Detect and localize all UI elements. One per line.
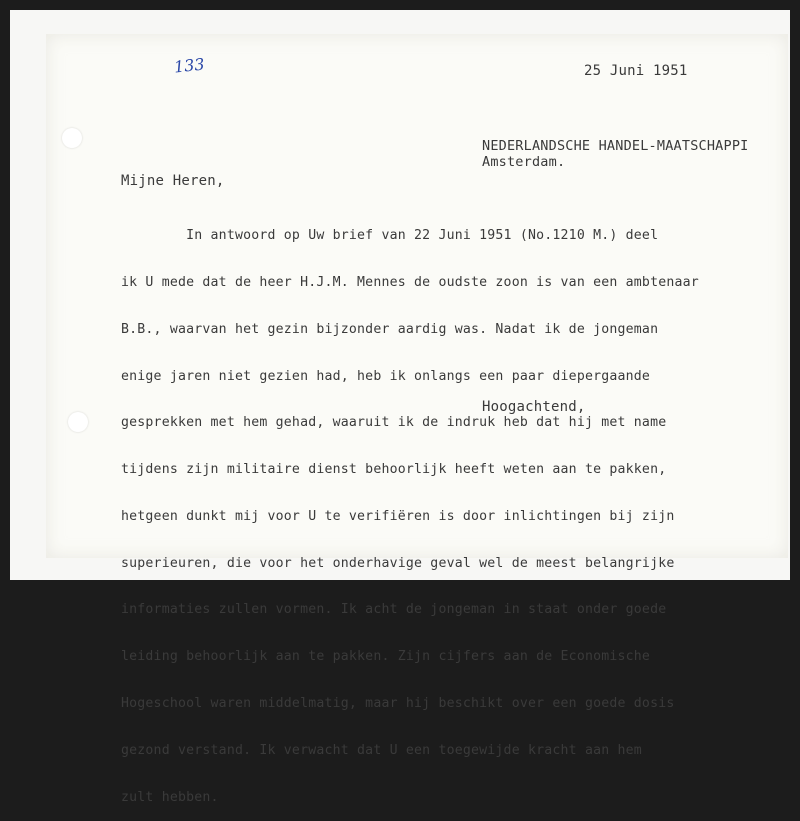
recipient-city: Amsterdam. [482, 154, 566, 170]
letter-body [121, 197, 699, 821]
body-line: Hogeschool waren middelmatig, maar hij beschikt over een goede dosis [121, 696, 675, 711]
salutation: Mijne Heren, [121, 173, 225, 189]
recipient-name: NEDERLANDSCHE HANDEL-MAATSCHAPPI [482, 138, 749, 154]
handwritten-annotation: 133 [173, 54, 206, 77]
body-line: In antwoord op Uw brief van 22 Juni 1951 (No.1210 M.) deel [121, 228, 659, 244]
body-line: gezond verstand. Ik verwacht dat U een toegewijde kracht aan hem [121, 742, 642, 758]
letter-date: 25 Juni 1951 [584, 63, 688, 79]
body-line: zult hebben. [121, 789, 219, 805]
body-line: gesprekken met hem gehad, waaruit ik de indruk heb dat hij met name [121, 415, 667, 431]
body-line: tijdens zijn militaire dienst behoorlijk heeft weten aan te pakken, [121, 462, 667, 478]
body-line: leiding behoorlijk aan te pakken. Zijn cijfers aan de Economische [121, 649, 651, 665]
punch-hole-top [62, 128, 82, 148]
punch-hole-bottom [68, 412, 88, 432]
body-line: hetgeen dunkt mij voor U te verifiëren is door inlichtingen bij zijn [121, 508, 675, 524]
body-line: superieuren, die voor het onderhavige geval wel de meest belangrijke [121, 555, 675, 571]
body-line: informaties zullen vormen. Ik acht de jongeman in staat onder goede [121, 602, 667, 618]
closing: Hoogachtend, [482, 399, 586, 415]
body-line: ik U mede dat de heer H.J.M. Mennes de oudste zoon is van een ambtenaar [121, 274, 699, 290]
body-line: B.B., waarvan het gezin bijzonder aardig was. Nadat ik de jongeman [121, 321, 659, 337]
body-line: enige jaren niet gezien had, heb ik onlangs een paar diepergaande [121, 368, 651, 384]
